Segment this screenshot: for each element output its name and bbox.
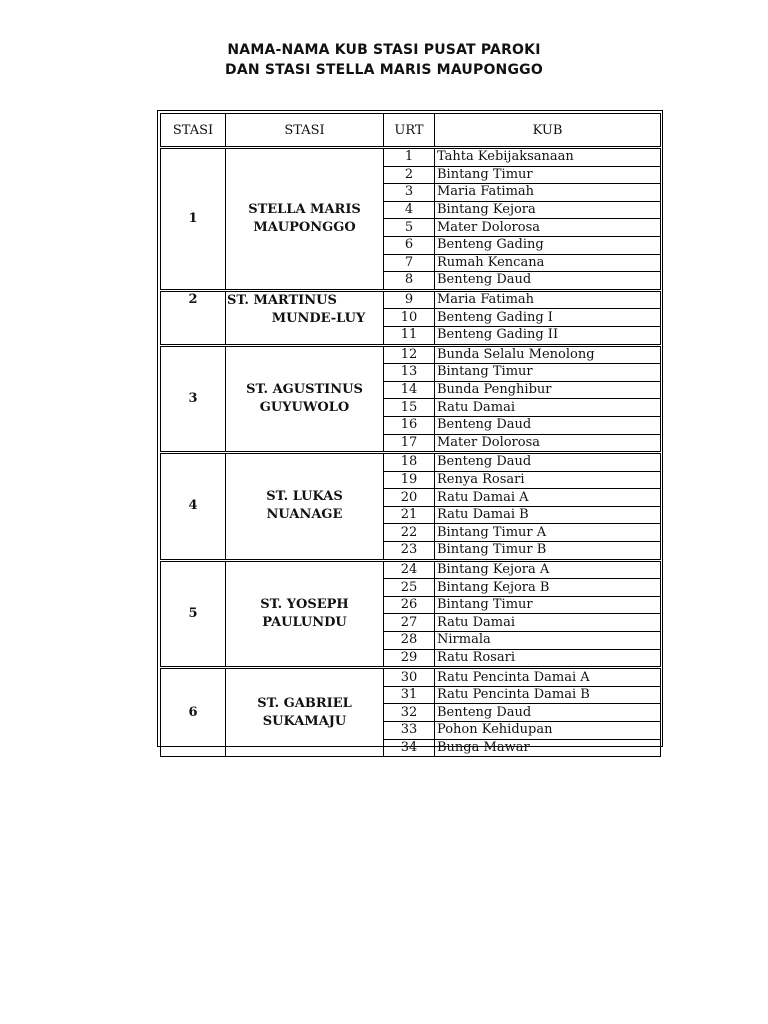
stasi-number: 5	[161, 560, 226, 668]
stasi-name-line-1: ST. YOSEPH	[260, 596, 349, 612]
stasi-name-line-1: ST. MARTINUS	[227, 292, 337, 308]
urt-cell: 33	[384, 722, 435, 740]
stasi-name-line-1: ST. LUKAS	[266, 489, 343, 505]
kub-cell: Benteng Daud	[435, 416, 661, 434]
kub-cell: Benteng Daud	[435, 704, 661, 722]
urt-cell: 1	[384, 148, 435, 167]
urt-cell: 34	[384, 739, 435, 757]
urt-cell: 19	[384, 471, 435, 489]
kub-cell: Bintang Timur B	[435, 542, 661, 561]
urt-cell: 32	[384, 704, 435, 722]
urt-cell: 30	[384, 668, 435, 687]
stasi-name-line-2: NUANAGE	[266, 507, 343, 523]
kub-cell: Bunda Penghibur	[435, 381, 661, 399]
title-line-2: DAN STASI STELLA MARIS MAUPONGGO	[225, 62, 543, 78]
urt-cell: 6	[384, 236, 435, 254]
stasi-name-line-1: ST. GABRIEL	[257, 695, 352, 711]
title-line-1: NAMA-NAMA KUB STASI PUSAT PAROKI	[227, 42, 541, 58]
stasi-name	[226, 668, 384, 757]
stasi-name	[226, 453, 384, 561]
kub-cell: Tahta Kebijaksanaan	[435, 148, 661, 167]
kub-cell: Bintang Timur	[435, 166, 661, 184]
stasi-number: 1	[161, 148, 226, 291]
stasi-name-line-2: GUYUWOLO	[259, 399, 350, 415]
kub-cell: Bintang Kejora B	[435, 579, 661, 597]
stasi-name	[226, 560, 384, 668]
kub-cell: Nirmala	[435, 632, 661, 650]
table-row	[161, 560, 661, 579]
urt-cell: 31	[384, 686, 435, 704]
urt-cell: 14	[384, 381, 435, 399]
kub-cell: Mater Dolorosa	[435, 434, 661, 453]
kub-cell: Ratu Damai B	[435, 506, 661, 524]
urt-cell: 22	[384, 524, 435, 542]
table-row	[161, 345, 661, 364]
kub-cell: Bintang Timur	[435, 364, 661, 382]
stasi-number: 2	[161, 290, 226, 345]
stasi-name-line-2: MAUPONGGO	[253, 219, 356, 235]
urt-cell: 20	[384, 489, 435, 507]
urt-cell: 11	[384, 326, 435, 345]
kub-cell: Ratu Damai	[435, 614, 661, 632]
document-title	[0, 40, 768, 80]
stasi-name-line-2: PAULUNDU	[262, 614, 347, 630]
kub-cell: Ratu Pencinta Damai B	[435, 686, 661, 704]
stasi-number: 4	[161, 453, 226, 561]
urt-cell: 15	[384, 399, 435, 417]
urt-cell: 2	[384, 166, 435, 184]
urt-cell: 4	[384, 201, 435, 219]
stasi-name	[226, 148, 384, 291]
kub-cell: Benteng Daud	[435, 272, 661, 291]
stasi-name	[226, 345, 384, 453]
kub-cell: Bintang Kejora A	[435, 560, 661, 579]
kub-cell: Maria Fatimah	[435, 184, 661, 202]
kub-cell: Bunga Mawar	[435, 739, 661, 757]
kub-cell: Bunda Selalu Menolong	[435, 345, 661, 364]
stasi-name-line-1: ST. AGUSTINUS	[246, 381, 363, 397]
kub-cell: Ratu Pencinta Damai A	[435, 668, 661, 687]
urt-cell: 7	[384, 254, 435, 272]
stasi-number: 6	[161, 668, 226, 757]
urt-cell: 27	[384, 614, 435, 632]
urt-cell: 12	[384, 345, 435, 364]
table-row	[161, 668, 661, 687]
kub-cell: Benteng Gading II	[435, 326, 661, 345]
urt-cell: 9	[384, 290, 435, 309]
kub-cell: Rumah Kencana	[435, 254, 661, 272]
urt-cell: 5	[384, 219, 435, 237]
urt-cell: 28	[384, 632, 435, 650]
urt-cell: 3	[384, 184, 435, 202]
kub-cell: Bintang Timur A	[435, 524, 661, 542]
kub-cell: Bintang Timur	[435, 596, 661, 614]
table-header-row	[161, 114, 661, 148]
stasi-number: 3	[161, 345, 226, 453]
header-stasi-number: STASI	[161, 114, 226, 148]
kub-cell: Renya Rosari	[435, 471, 661, 489]
header-stasi-name: STASI	[226, 114, 384, 148]
urt-cell: 25	[384, 579, 435, 597]
kub-cell: Pohon Kehidupan	[435, 722, 661, 740]
kub-cell: Ratu Damai	[435, 399, 661, 417]
stasi-name-line-2: MUNDE-LUY	[271, 310, 366, 326]
kub-cell: Benteng Gading	[435, 236, 661, 254]
urt-cell: 10	[384, 309, 435, 327]
kub-cell: Benteng Gading I	[435, 309, 661, 327]
stasi-name-line-2: SUKAMAJU	[262, 713, 347, 729]
urt-cell: 18	[384, 453, 435, 472]
urt-cell: 21	[384, 506, 435, 524]
kub-cell: Ratu Damai A	[435, 489, 661, 507]
urt-cell: 24	[384, 560, 435, 579]
urt-cell: 26	[384, 596, 435, 614]
kub-cell: Ratu Rosari	[435, 649, 661, 668]
table-body	[161, 148, 661, 757]
urt-cell: 13	[384, 364, 435, 382]
table-row	[161, 453, 661, 472]
table-row	[161, 290, 661, 309]
kub-table	[160, 113, 661, 757]
header-urt: URT	[384, 114, 435, 148]
stasi-name	[226, 290, 384, 345]
stasi-name-line-1: STELLA MARIS	[248, 201, 361, 217]
urt-cell: 17	[384, 434, 435, 453]
table-row	[161, 148, 661, 167]
kub-cell: Benteng Daud	[435, 453, 661, 472]
urt-cell: 23	[384, 542, 435, 561]
urt-cell: 16	[384, 416, 435, 434]
kub-cell: Bintang Kejora	[435, 201, 661, 219]
urt-cell: 8	[384, 272, 435, 291]
kub-cell: Mater Dolorosa	[435, 219, 661, 237]
urt-cell: 29	[384, 649, 435, 668]
header-kub: KUB	[435, 114, 661, 148]
kub-cell: Maria Fatimah	[435, 290, 661, 309]
